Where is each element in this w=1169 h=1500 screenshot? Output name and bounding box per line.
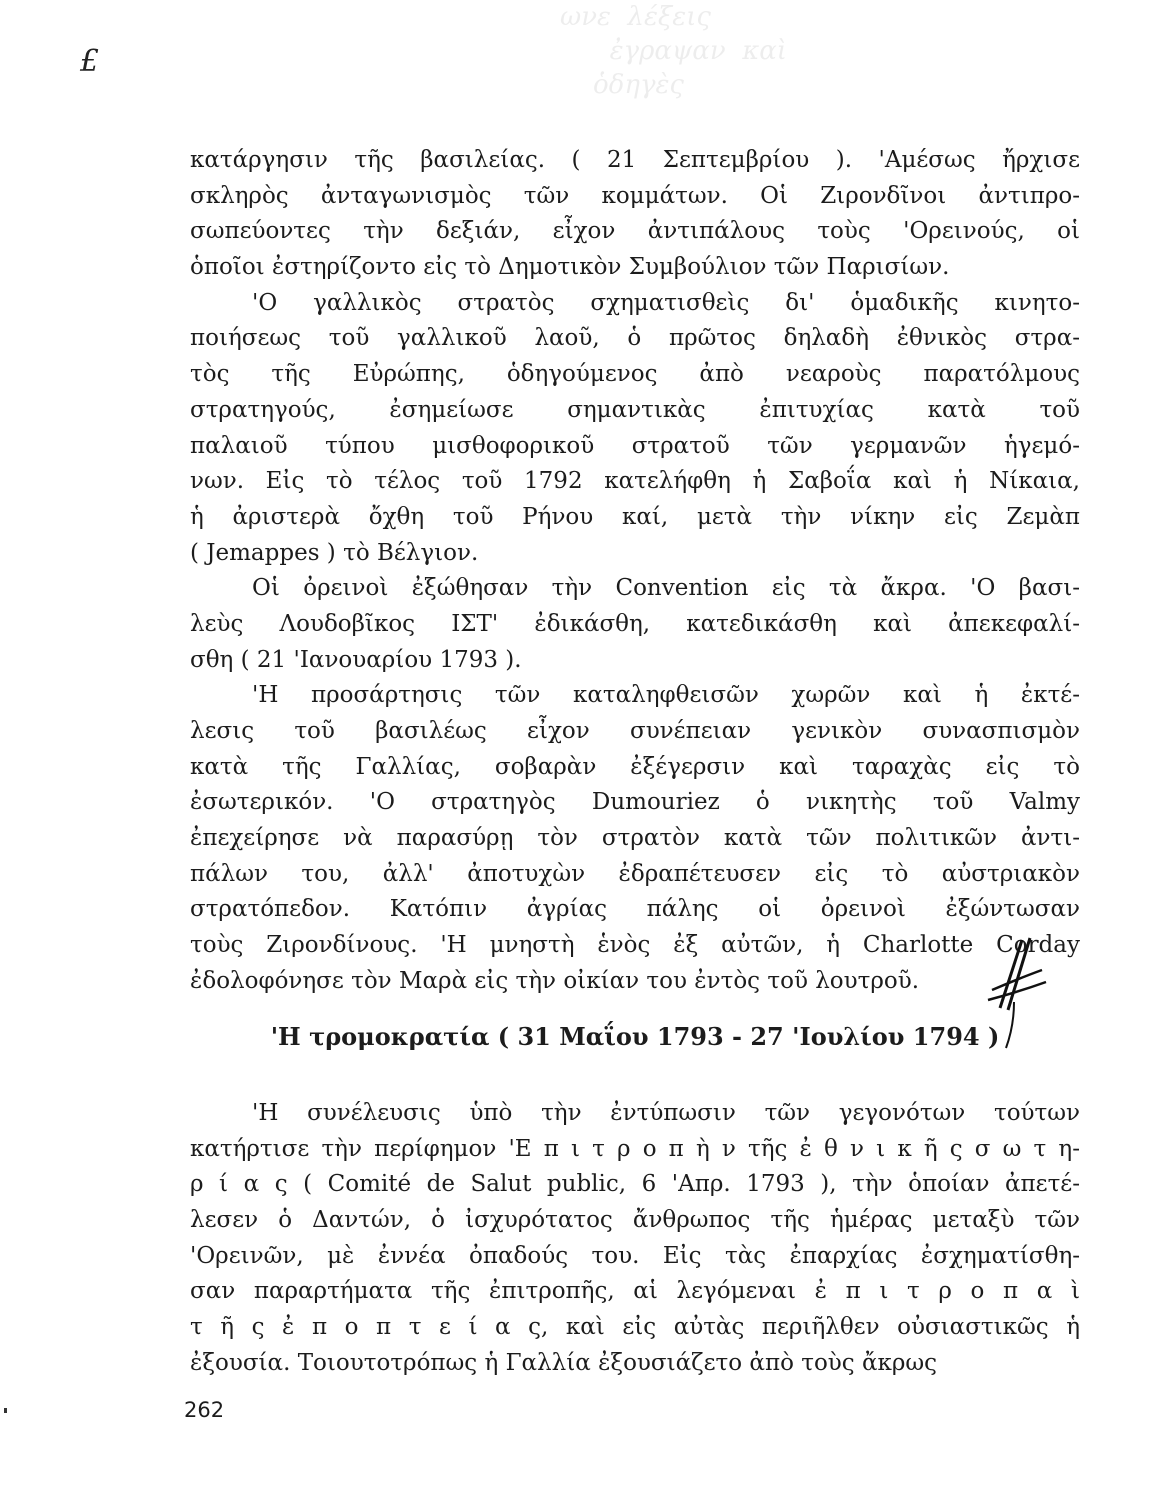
text-line: ἡ ἀριστερὰ ὄχθη τοῦ Ρήνου καί, μετὰ τὴν νίκην εἰς Ζεμὰπ xyxy=(190,503,1080,530)
text-line: στρατόπεδον. Κατόπιν ἀγρίας πάλης οἱ ὀρεινοὶ ἐξώντωσαν xyxy=(190,896,1080,923)
text-line: παλαιοῦ τύπου μισθοφορικοῦ στρατοῦ τῶν γερμανῶν ἡγεμό- xyxy=(190,432,1080,459)
text-line: ἐπεχείρησε νὰ παρασύρῃ τὸν στρατὸν κατὰ τῶν πολιτικῶν ἀντι- xyxy=(190,825,1080,852)
text-line: 'Η προσάρτησις τῶν καταληφθεισῶν χωρῶν καὶ ἡ ἐκτέ- xyxy=(252,682,1080,709)
text-line: στρατηγούς, ἐσημείωσε σημαντικὰς ἐπιτυχίας κατὰ τοῦ xyxy=(190,396,1080,423)
body-text-top xyxy=(190,143,1080,1000)
corner-handwritten-mark: £ xyxy=(80,44,100,79)
text-line: ὁποῖοι ἐστηρίζοντο εἰς τὸ Δημοτικὸν Συμβούλιον τῶν Παρισίων. xyxy=(190,254,950,281)
text-line: νων. Εἰς τὸ τέλος τοῦ 1792 κατελήφθη ἡ Σαβοΐα καὶ ἡ Νίκαια, xyxy=(190,468,1080,495)
text-line: κατήρτισε τὴν περίφημον 'Ε π ι τ ρ ο π ὴ ν τῆς ἐ θ ν ι κ ῆ ς σ ω τ η- xyxy=(190,1135,1080,1162)
text-line: κατάργησιν τῆς βασιλείας. ( 21 Σεπτεμβρίου ). 'Αμέσως ἤρχισε xyxy=(190,147,1080,173)
text-line: 'Η συνέλευσις ὑπὸ τὴν ἐντύπωσιν τῶν γεγονότων τούτων xyxy=(252,1100,1080,1126)
text-line: κατὰ τῆς Γαλλίας, σοβαρὰν ἐξέγερσιν καὶ ταραχὰς εἰς τὸ xyxy=(190,753,1080,780)
text-line: ἐξουσία. Τοιουτοτρόπως ἡ Γαλλία ἐξουσιάζετο ἀπὸ τοὺς ἄκρως xyxy=(190,1349,938,1376)
text-line: σθη ( 21 'Ιανουαρίου 1793 ). xyxy=(190,646,522,673)
text-line: σωπεύοντες τὴν δεξιάν, εἶχον ἀντιπάλους τοὺς 'Ορεινούς, οἱ xyxy=(190,218,1080,245)
text-line: λεσις τοῦ βασιλέως εἶχον συνέπειαν γενικὸν συνασπισμὸν xyxy=(190,718,1080,744)
text-line: τὸς τῆς Εὐρώπης, ὁδηγούμενος ἀπὸ νεαροὺς παρατόλμους xyxy=(190,361,1080,388)
text-line: σαν παραρτήματα τῆς ἐπιτροπῆς, αἱ λεγόμεναι ἐ π ι τ ρ ο π α ὶ xyxy=(190,1278,1080,1305)
text-line: σκληρὸς ἀνταγωνισμὸς τῶν κομμάτων. Οἱ Ζιρονδῖνοι ἀντιπρο- xyxy=(190,182,1080,209)
text-line: λεὺς Λουδοβῖκος ΙΣΤ' ἐδικάσθη, κατεδικάσθη καὶ ἀπεκεφαλί- xyxy=(190,610,1080,637)
text-line: ποιήσεως τοῦ γαλλικοῦ λαοῦ, ὁ πρῶτος δηλαδὴ ἐθνικὸς στρα- xyxy=(190,325,1080,352)
text-line: Οἱ ὀρεινοὶ ἐξώθησαν τὴν Convention εἰς τὰ ἄκρα. 'Ο βασι- xyxy=(252,575,1080,602)
text-line: 'Ο γαλλικὸς στρατὸς σχηματισθεὶς δι' ὁμαδικῆς κινητο- xyxy=(252,289,1080,316)
text-line: τ ῆ ς ἐ π ο π τ ε ί α ς, καὶ εἰς αὐτὰς περιῆλθεν οὐσιαστικῶς ἡ xyxy=(190,1314,1080,1341)
text-line: ἐδολοφόνησε τὸν Μαρὰ εἰς τὴν οἰκίαν του ἐντὸς τοῦ λουτροῦ. xyxy=(190,967,920,994)
text-line: ρ ί α ς ( Comité de Salut public, 6 'Απρ. 1793 ), τὴν ὁποίαν ἀπετέ- xyxy=(190,1171,1080,1198)
text-line: ἐσωτερικόν. 'Ο στρατηγὸς Dumouriez ὁ νικητὴς τοῦ Valmy xyxy=(190,789,1080,816)
text-line: 'Ορεινῶν, μὲ ἐννέα ὀπαδούς του. Εἰς τὰς ἐπαρχίας ἐσχηματίσθη- xyxy=(190,1242,1080,1269)
page-number: 262 xyxy=(184,1398,225,1422)
margin-dot xyxy=(4,1408,7,1413)
bleed-through-text: ωνε λέξεις ἐγραψαν καὶ ὁδηγὲς xyxy=(560,2,788,100)
text-line: τοὺς Ζιρονδίνους. 'Η μνηστὴ ἑνὸς ἐξ αὐτῶν, ἡ Charlotte Corday xyxy=(190,932,1080,959)
text-line: πάλων του, ἀλλ' ἀποτυχὼν ἐδραπέτευσεν εἰς τὸ αὐστριακὸν xyxy=(190,860,1080,887)
body-text-bottom xyxy=(190,1096,1080,1382)
text-line: ( Jemappes ) τὸ Βέλγιον. xyxy=(190,539,479,566)
text-line: λεσεν ὁ Δαντών, ὁ ἰσχυρότατος ἄνθρωπος τῆς ἡμέρας μεταξὺ τῶν xyxy=(190,1207,1080,1234)
section-heading: 'Η τρομοκρατία ( 31 Μαΐου 1793 - 27 'Ιουλίου 1794 ) xyxy=(270,1022,1000,1051)
